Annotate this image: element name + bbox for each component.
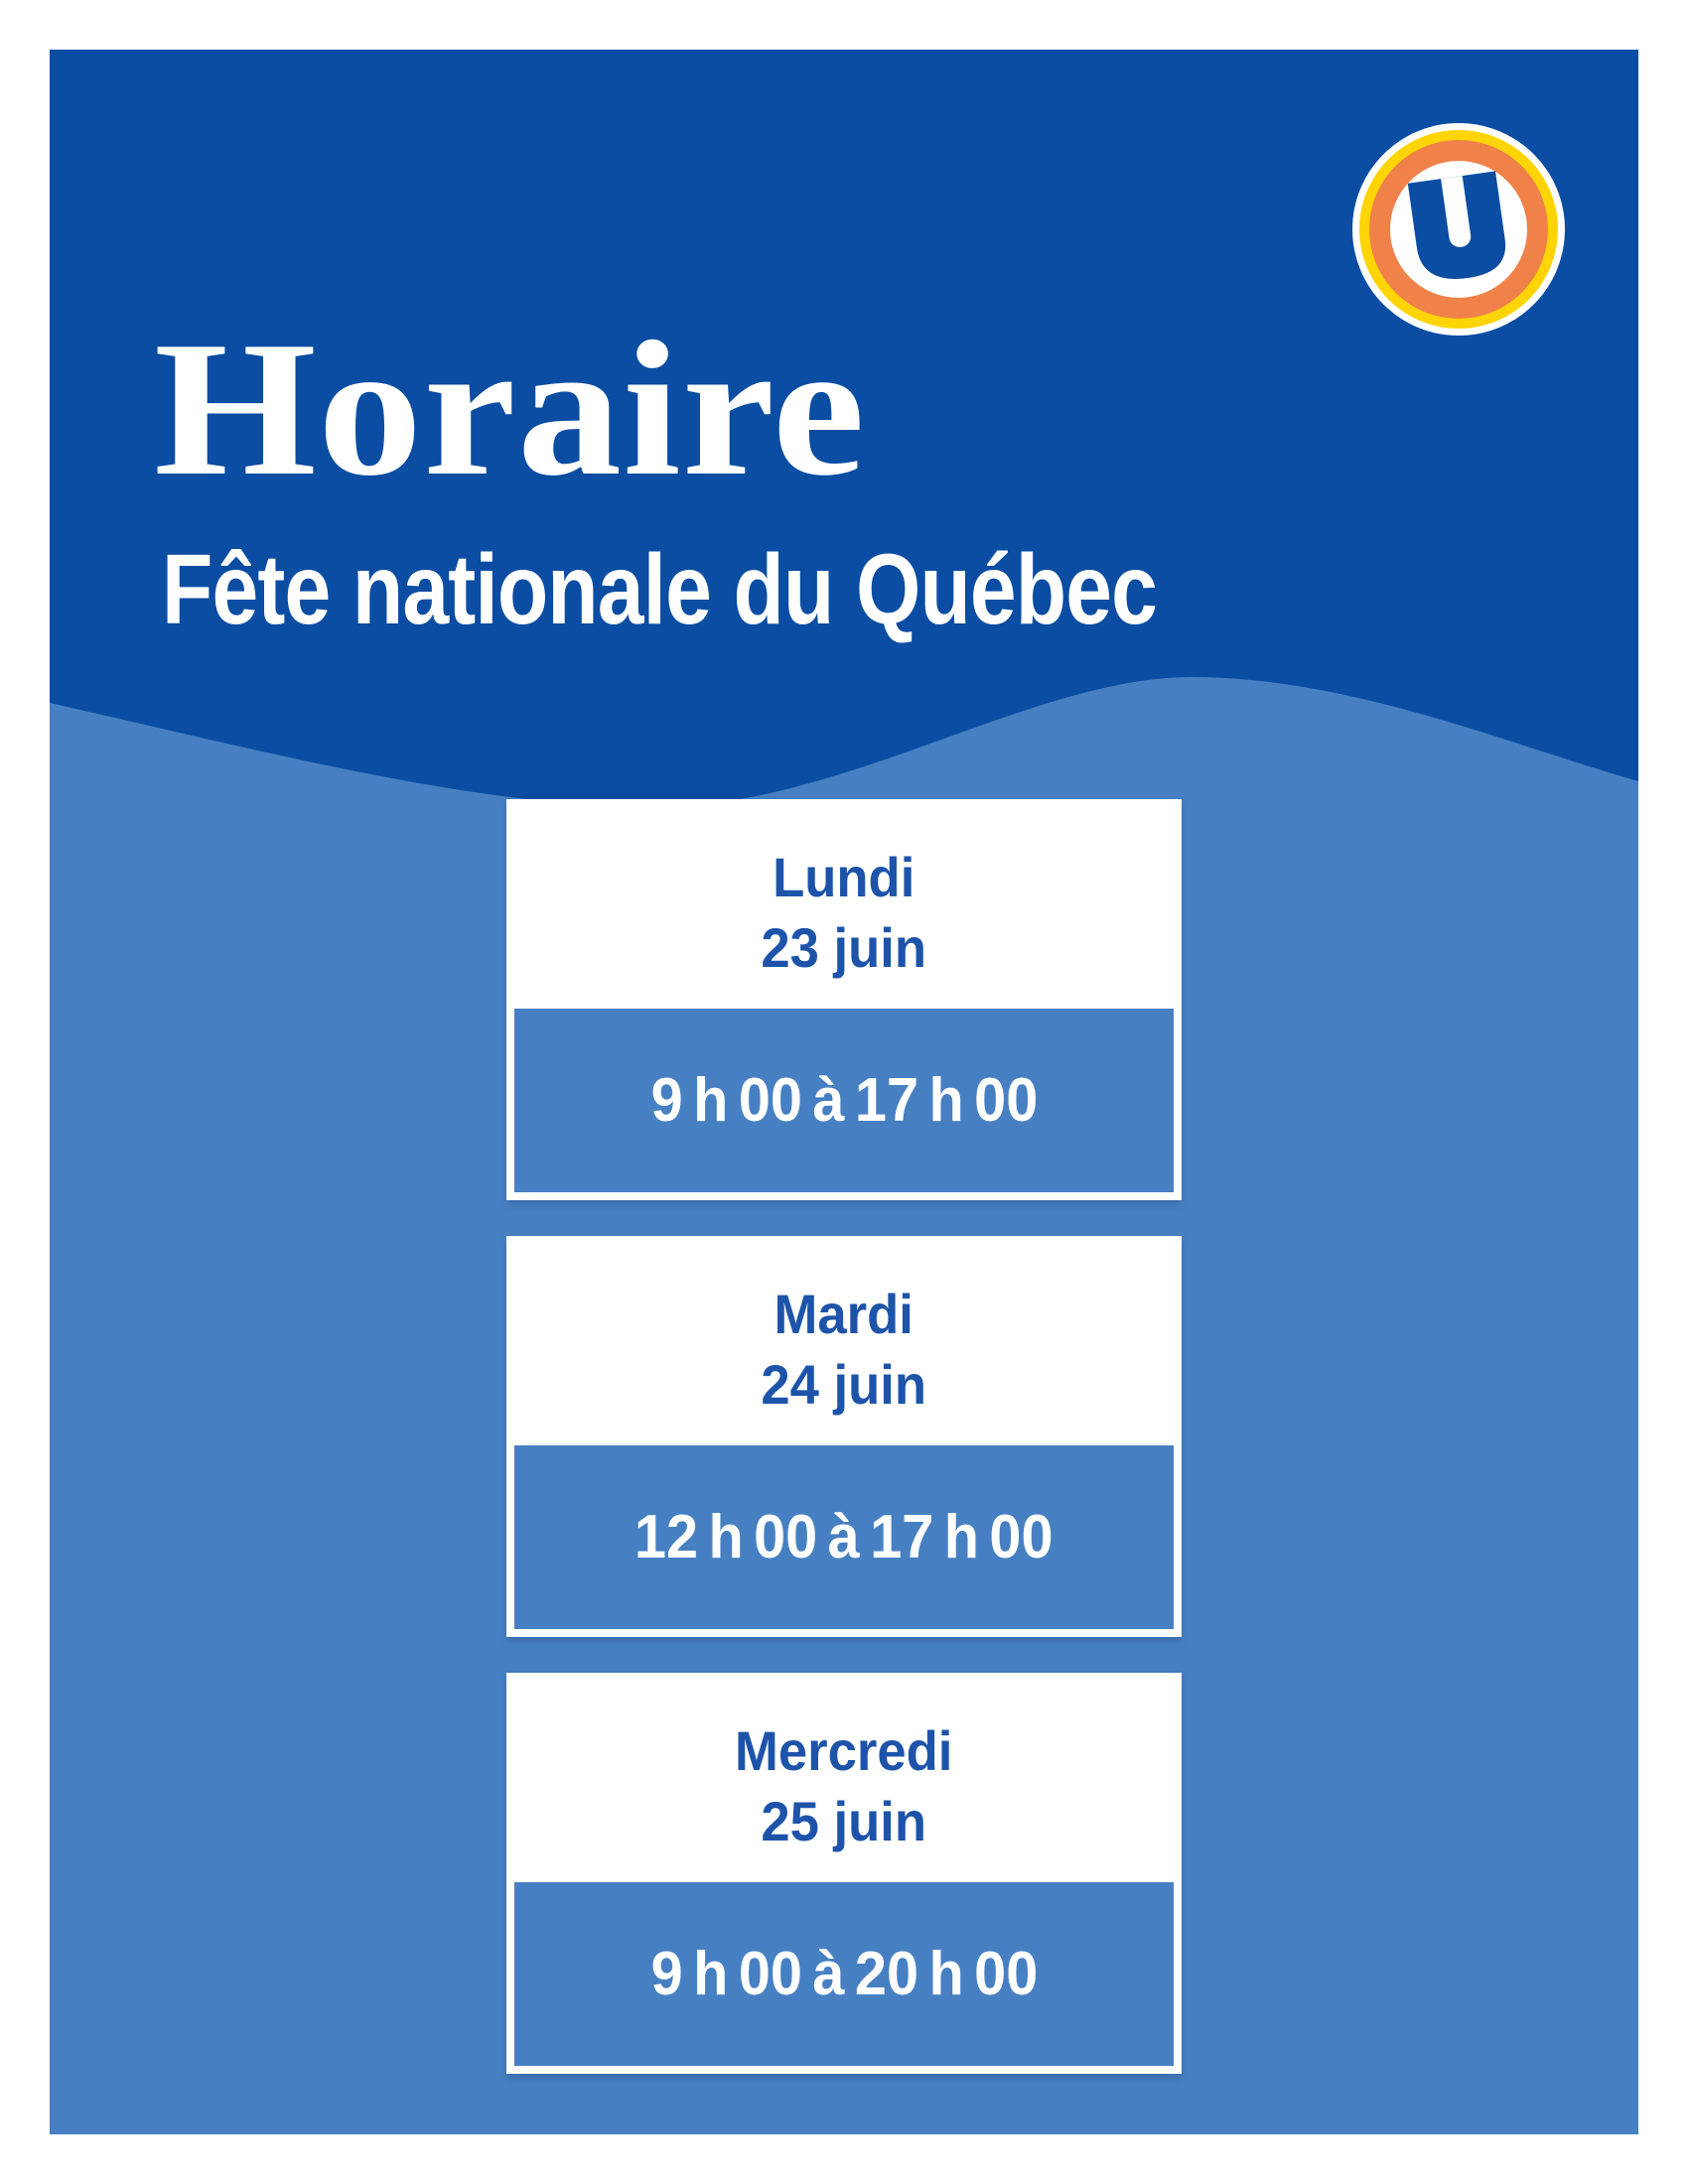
hours-label: 12 h 00 à 17 h 00 bbox=[634, 1502, 1054, 1571]
page-subtitle: Fête nationale du Québec bbox=[162, 534, 1158, 645]
date-label: 25 juin bbox=[761, 1789, 927, 1852]
card-day-header bbox=[506, 1236, 1182, 1445]
day-label: Mardi bbox=[774, 1282, 914, 1345]
u-circle-logo bbox=[1352, 123, 1565, 336]
card-hours-box bbox=[514, 1445, 1174, 1629]
day-label: Lundi bbox=[773, 845, 915, 908]
date-label: 23 juin bbox=[761, 915, 927, 979]
schedule-card-tuesday bbox=[506, 1236, 1182, 1637]
page-title: Horaire bbox=[154, 302, 867, 516]
day-label: Mercredi bbox=[735, 1718, 953, 1782]
card-day-header bbox=[506, 799, 1182, 1009]
card-hours-box bbox=[514, 1882, 1174, 2066]
logo-letter-u bbox=[1402, 167, 1515, 289]
schedule-card-monday bbox=[506, 799, 1182, 1200]
holiday-hours-poster bbox=[50, 50, 1638, 2134]
date-label: 24 juin bbox=[761, 1352, 927, 1416]
hours-label: 9 h 00 à 17 h 00 bbox=[650, 1065, 1038, 1135]
schedule-card-wednesday bbox=[506, 1673, 1182, 2074]
card-day-header bbox=[506, 1673, 1182, 1882]
card-hours-box bbox=[514, 1009, 1174, 1192]
hours-label: 9 h 00 à 20 h 00 bbox=[650, 1939, 1038, 2008]
